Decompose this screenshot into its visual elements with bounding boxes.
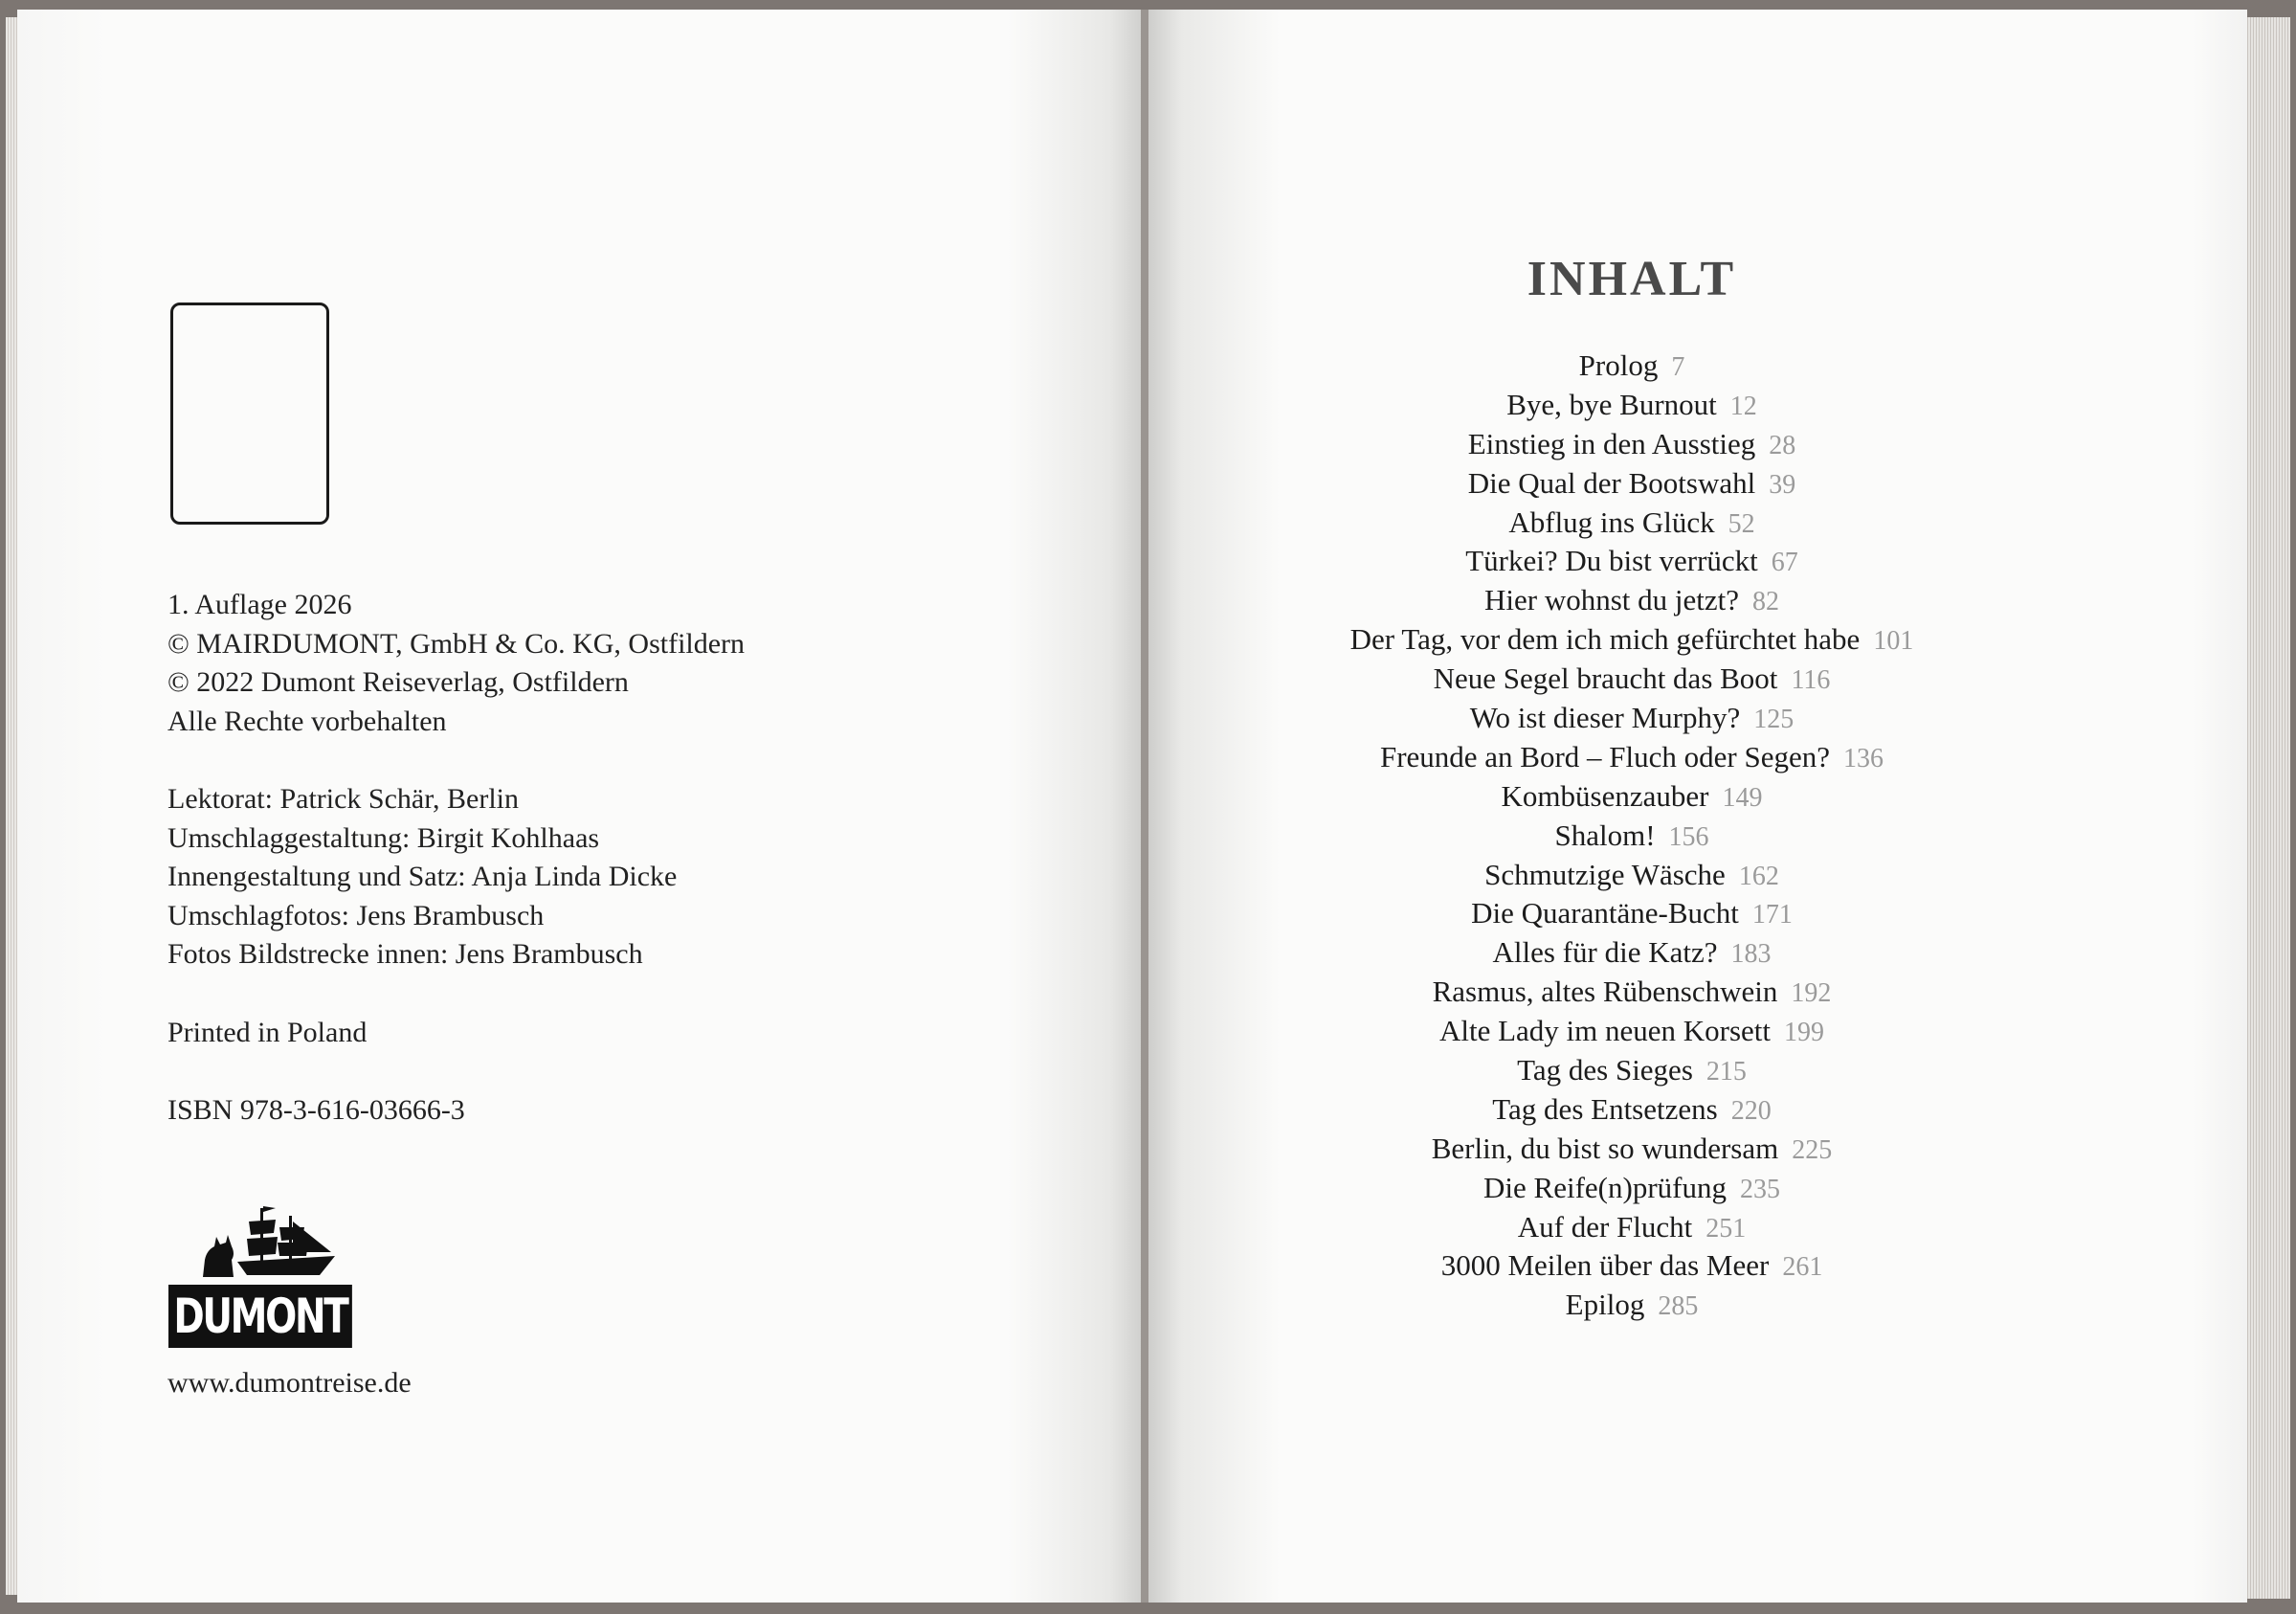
toc-entry-title: Alles für die Katz? [1492, 935, 1718, 970]
toc-entry [1244, 347, 2019, 386]
toc-entry-page-number: 39 [1769, 469, 1796, 500]
toc-entry-page-number: 125 [1753, 705, 1794, 735]
toc-entry-page-number: 82 [1752, 587, 1779, 617]
toc-entry-page-number: 162 [1738, 861, 1779, 891]
toc-entry-page-number: 12 [1729, 391, 1757, 421]
toc-entry-page-number: 101 [1873, 626, 1914, 657]
page-edges-right [2242, 17, 2290, 1599]
toc-entry-page-number: 116 [1791, 665, 1831, 696]
toc-entry-page-number: 235 [1739, 1174, 1780, 1204]
toc-entry [1244, 973, 2019, 1012]
toc-entry-title: Die Quarantäne-Bucht [1471, 896, 1739, 930]
toc-entry [1244, 1208, 2019, 1247]
toc-entry [1244, 894, 2019, 933]
toc-entry [1244, 1169, 2019, 1208]
toc-entry [1244, 699, 2019, 738]
ship-dog-logo-icon [193, 1202, 337, 1279]
toc-entry-title: Berlin, du bist so wundersam [1431, 1131, 1779, 1165]
toc-entry-page-number: 192 [1791, 978, 1832, 1009]
toc-entry-title: Der Tag, vor dem ich mich gefürchtet habe [1349, 622, 1861, 657]
toc-entry-title: Die Qual der Bootswahl [1467, 465, 1756, 500]
toc-entry-page-number: 251 [1705, 1213, 1747, 1244]
toc-entry-page-number: 183 [1730, 939, 1772, 970]
toc-entry-page-number: 171 [1751, 900, 1793, 930]
imprint-line: Alle Rechte vorbehalten [167, 705, 447, 737]
toc-entry-title: Neue Segel braucht das Boot [1433, 661, 1778, 696]
imprint-line: ISBN 978-3-616-03666-3 [167, 1093, 465, 1126]
toc-entry [1244, 660, 2019, 699]
toc-entry-title: Prolog [1578, 348, 1659, 382]
toc-entry [1244, 933, 2019, 973]
toc-entry-page-number: 7 [1671, 352, 1685, 382]
toc-entry-page-number: 199 [1784, 1018, 1825, 1048]
toc-entry [1244, 581, 2019, 620]
imprint-line: © MAIRDUMONT, GmbH & Co. KG, Ostfildern [167, 627, 746, 660]
toc-heading: INHALT [1527, 252, 1737, 306]
toc-entry [1244, 1246, 2019, 1286]
imprint-line: © 2022 Dumont Reiseverlag, Ostfildern [167, 666, 629, 699]
toc-entry-title: Tag des Sieges [1517, 1053, 1693, 1087]
toc-entry [1244, 620, 2019, 660]
toc-entry-title: Wo ist dieser Murphy? [1469, 701, 1741, 735]
toc-entry-title: Rasmus, altes Rübenschwein [1432, 975, 1778, 1009]
toc-entry [1244, 1051, 2019, 1090]
imprint-line: Printed in Poland [167, 1016, 368, 1048]
image-placeholder-frame [170, 303, 329, 525]
toc-entry [1244, 777, 2019, 817]
toc-entry-title: Schmutzige Wäsche [1484, 857, 1726, 891]
imprint-spacer [167, 975, 1029, 1014]
toc-entry-title: Freunde an Bord – Fluch oder Segen? [1379, 739, 1831, 773]
toc-entry-title: Alte Lady im neuen Korsett [1438, 1014, 1772, 1048]
toc-entry-page-number: 52 [1728, 508, 1755, 539]
toc-entry [1244, 425, 2019, 464]
toc-entry [1244, 1090, 2019, 1130]
toc-entry [1244, 386, 2019, 425]
table-of-contents [1244, 347, 2019, 1325]
imprint-line: 1. Auflage 2026 [167, 589, 352, 620]
toc-entry-page-number: 285 [1658, 1291, 1699, 1322]
toc-entry-title: Einstieg in den Ausstieg [1467, 426, 1756, 460]
toc-entry-page-number: 220 [1730, 1095, 1772, 1126]
toc-entry [1244, 1286, 2019, 1325]
toc-entry-title: Abflug ins Glück [1508, 504, 1715, 539]
toc-entry [1244, 542, 2019, 581]
toc-entry-title: Tag des Entsetzens [1492, 1091, 1718, 1126]
imprint-line: Innengestaltung und Satz: Anja Linda Dicke [167, 861, 678, 893]
imprint-line: Fotos Bildstrecke innen: Jens Brambusch [167, 938, 643, 971]
toc-entry-title: Epilog [1565, 1288, 1645, 1322]
toc-entry-title: 3000 Meilen über das Meer [1440, 1248, 1770, 1283]
imprint-spacer [167, 741, 1029, 780]
imprint-spacer [167, 1052, 1029, 1091]
toc-entry-page-number: 67 [1771, 548, 1798, 578]
toc-entry-title: Shalom! [1554, 818, 1656, 852]
toc-entry-title: Auf der Flucht [1517, 1209, 1693, 1244]
imprint-line: Umschlaggestaltung: Birgit Kohlhaas [167, 821, 600, 854]
toc-entry [1244, 1130, 2019, 1169]
toc-entry-page-number: 261 [1782, 1252, 1823, 1283]
toc-entry-title: Türkei? Du bist verrückt [1465, 544, 1758, 578]
imprint-line: Lektorat: Patrick Schär, Berlin [167, 782, 520, 815]
toc-entry [1244, 738, 2019, 777]
toc-entry-title: Kombüsenzauber [1501, 778, 1709, 813]
toc-entry-page-number: 149 [1722, 782, 1763, 813]
toc-entry [1244, 464, 2019, 504]
toc-entry [1244, 817, 2019, 856]
imprint-block [167, 586, 1029, 1130]
toc-entry-title: Hier wohnst du jetzt? [1483, 583, 1739, 617]
toc-entry [1244, 504, 2019, 543]
toc-entry-page-number: 28 [1769, 430, 1796, 460]
toc-entry [1244, 856, 2019, 895]
publisher-website: www.dumontreise.de [167, 1367, 412, 1399]
toc-entry-page-number: 215 [1705, 1057, 1747, 1087]
publisher-logo-wordmark: DUMONT [168, 1285, 352, 1348]
imprint-line: Umschlagfotos: Jens Brambusch [167, 899, 545, 931]
toc-entry-page-number: 136 [1843, 743, 1884, 773]
toc-entry [1244, 1012, 2019, 1051]
toc-entry-page-number: 225 [1792, 1134, 1833, 1165]
toc-entry-page-number: 156 [1668, 821, 1709, 852]
toc-entry-title: Bye, bye Burnout [1506, 387, 1717, 421]
toc-entry-title: Die Reife(n)prüfung [1483, 1170, 1727, 1204]
